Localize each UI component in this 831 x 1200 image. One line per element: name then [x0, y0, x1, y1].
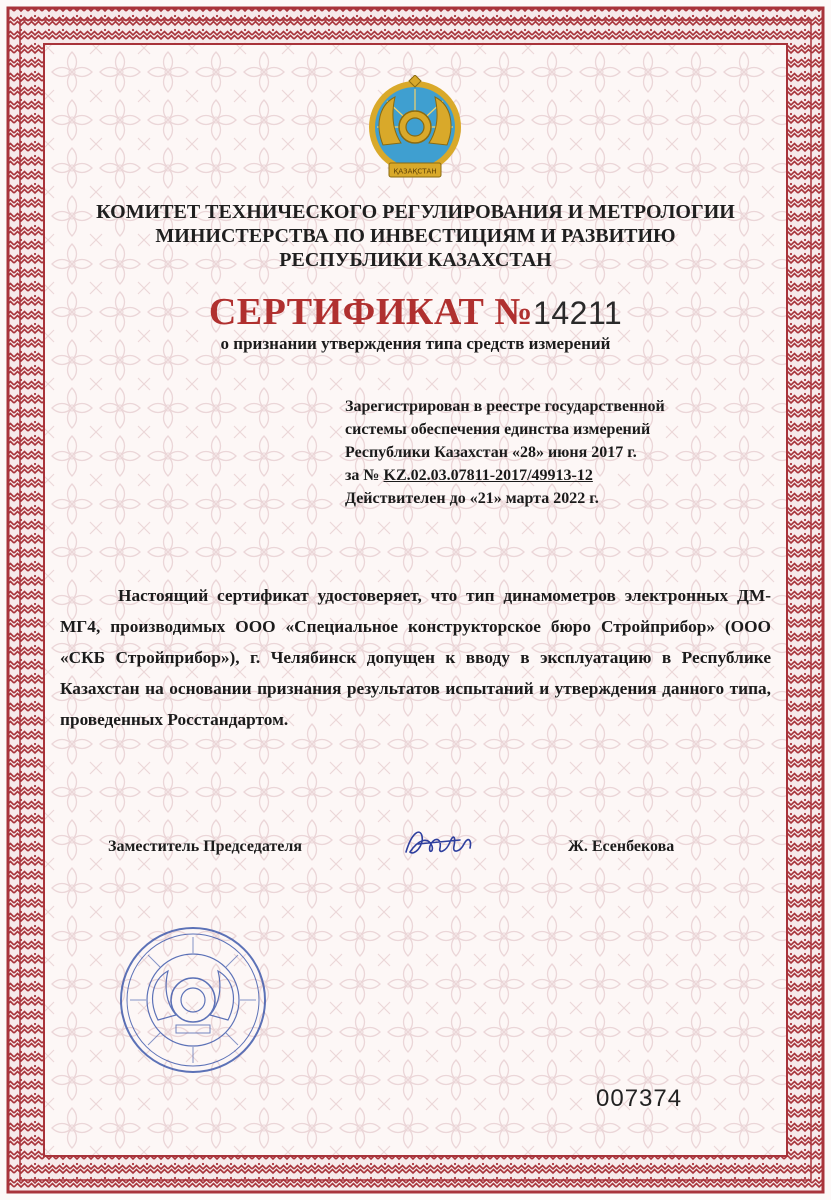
validity-line: Действителен до «21» марта 2022 г. — [345, 490, 599, 507]
committee-line-3: РЕСПУБЛИКИ КАЗАХСТАН — [279, 249, 552, 271]
signatory-title: Заместитель Председателя — [108, 838, 303, 855]
registration-line-3: Республики Казахстан «28» июня 2017 г. — [345, 444, 637, 461]
registration-line-4 — [345, 464, 765, 487]
committee-line-1: КОМИТЕТ ТЕХНИЧЕСКОГО РЕГУЛИРОВАНИЯ И МЕТРОЛОГИИ — [96, 201, 735, 223]
certificate-number: 14211 — [533, 295, 623, 331]
registration-line-1: Зарегистрирован в реестре государственной — [345, 398, 665, 415]
signatory-name: Ж. Есенбекова — [568, 838, 675, 855]
certificate-title-text: СЕРТИФИКАТ № — [208, 291, 534, 333]
official-stamp — [118, 925, 268, 1075]
committee-line-2: МИНИСТЕРСТВА ПО ИНВЕСТИЦИЯМ И РАЗВИТИЮ — [155, 225, 676, 247]
serial-number: 007374 — [596, 1085, 683, 1112]
certificate-body — [60, 580, 771, 735]
registration-block — [345, 395, 765, 510]
certificate-subtitle: о признании утверждения типа средств измерений — [220, 334, 611, 353]
emblem-banner-text: ҚАЗАҚСТАН — [393, 167, 437, 176]
state-emblem — [365, 75, 465, 185]
registration-line-2: системы обеспечения единства измерений — [345, 421, 651, 438]
certificate-title — [60, 290, 771, 334]
registration-number: KZ.02.03.07811-2017/49913-12 — [383, 467, 593, 484]
signature-mark — [398, 822, 488, 864]
registration-prefix: за № — [345, 467, 384, 484]
body-paragraph: Настоящий сертификат удостоверяет, что тип динамометров электронных ДМ-МГ4, производимых ООО «Специальное конструкторское бюро Стройприбор» (ООО «СКБ Стройприбор»), г. Челябинск допущен к вводу в эксплуатацию в Республике Казахстан на основании признания результатов испытаний и утверждения данного типа, проведенных Росстандартом. — [60, 586, 771, 729]
